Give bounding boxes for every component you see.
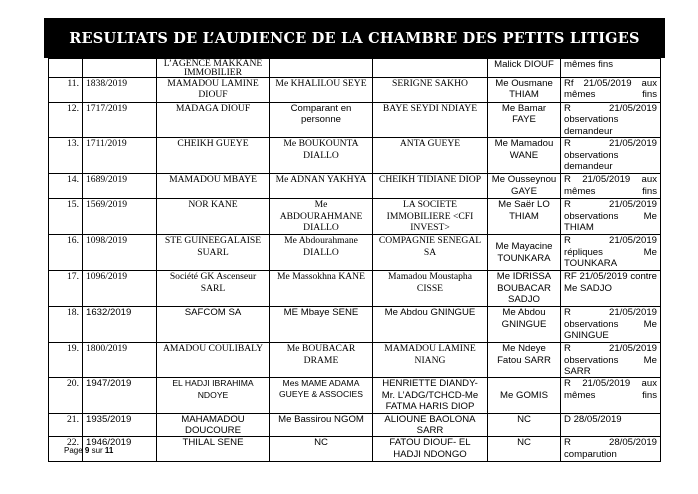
observations: RF 21/05/2019 contre Me SADJO [561,271,661,307]
avocat-defendeur: NC [488,437,561,462]
demandeur: STE GUINEEGALAISE SUARL [157,235,270,271]
dossier-number: 1632/2019 [83,307,157,343]
demandeur: SAFCOM SA [157,307,270,343]
dossier-number: 1947/2019 [83,378,157,413]
table-row [49,307,661,343]
avocat-defendeur: Me Mayacine TOUNKARA [488,235,561,271]
dossier-number: 1689/2019 [83,174,157,199]
row-number: 21. [49,413,83,437]
dossier-number: 1717/2019 [83,103,157,138]
dossier-number: 1838/2019 [83,78,157,103]
defendeur: CHEIKH TIDIANE DIOP [373,174,488,199]
results-table [48,58,661,462]
defendeur: FATOU DIOUF- EL HADJI NDONGO [373,437,488,462]
table-row [49,78,661,103]
avocat-demandeur: Me Abdourahmane DIALLO [270,235,373,271]
avocat-defendeur: Me Mamadou WANE [488,138,561,174]
page-title: RESULTATS DE L’AUDIENCE DE LA CHAMBRE DES PETITS LITIGES [69,29,640,47]
observations: R 21/05/2019 observations Me GNINGUE [561,307,661,343]
table-row [49,235,661,271]
row-number: 14. [49,174,83,199]
header-banner [44,18,665,58]
avocat-defendeur: Me GOMIS [488,378,561,413]
avocat-demandeur: ME Mbaye SENE [270,307,373,343]
table-row [49,103,661,138]
avocat-defendeur: Me Abdou GNINGUE [488,307,561,343]
defendeur: Me Abdou GNINGUE [373,307,488,343]
defendeur: ALIOUNE BAOLONA SARR [373,413,488,437]
demandeur: NOR KANE [157,199,270,235]
observations: Rf 21/05/2019 aux mêmes fins [561,78,661,103]
dossier-number [83,59,157,78]
observations: R 21/05/2019 aux mêmes fins [561,378,661,413]
table-row [49,413,661,437]
observations: R 21/05/2019 observations Me SARR [561,343,661,378]
footer-prefix: Page [64,446,85,455]
dossier-number: 1800/2019 [83,343,157,378]
demandeur: MAMADOU MBAYE [157,174,270,199]
avocat-demandeur: Me Bassirou NGOM [270,413,373,437]
row-number: 18. [49,307,83,343]
avocat-defendeur: Me Ousseynou GAYE [488,174,561,199]
avocat-demandeur: Me ABDOURAHMANE DIALLO [270,199,373,235]
row-number [49,59,83,78]
row-number: 13. [49,138,83,174]
demandeur: MAHAMADOU DOUCOURE [157,413,270,437]
avocat-demandeur: Me BOUBACAR DRAME [270,343,373,378]
avocat-defendeur: Me Ousmane THIAM [488,78,561,103]
dossier-number: 1935/2019 [83,413,157,437]
demandeur: AMADOU COULIBALY [157,343,270,378]
avocat-demandeur: Mes MAME ADAMA GUEYE & ASSOCIES [270,378,373,413]
demandeur: THILAL SENE [157,437,270,462]
row-number: 20. [49,378,83,413]
dossier-number: 1096/2019 [83,271,157,307]
defendeur: Mamadou Moustapha CISSE [373,271,488,307]
defendeur: BAYE SEYDI NDIAYE [373,103,488,138]
avocat-demandeur: NC [270,437,373,462]
table-row [49,271,661,307]
table-row [49,437,661,462]
dossier-number: 1098/2019 [83,235,157,271]
observations: R 28/05/2019 comparution [561,437,661,462]
observations: R 21/05/2019 observations Me THIAM [561,199,661,235]
footer-middle: sur [89,446,105,455]
avocat-demandeur: Me BOUKOUNTA DIALLO [270,138,373,174]
row-number: 12. [49,103,83,138]
dossier-number: 1946/2019 [83,437,157,462]
avocat-defendeur: Me Bamar FAYE [488,103,561,138]
demandeur: EL HADJI IBRAHIMA NDOYE [157,378,270,413]
row-number: 19. [49,343,83,378]
avocat-demandeur: Me KHALILOU SEYE [270,78,373,103]
table-row [49,199,661,235]
table-row [49,138,661,174]
observations: mêmes fins [561,59,661,78]
avocat-demandeur: Me Massokhna KANE [270,271,373,307]
observations: D 28/05/2019 [561,413,661,437]
defendeur: MAMADOU LAMINE NIANG [373,343,488,378]
defendeur: SERIGNE SAKHO [373,78,488,103]
observations: R 21/05/2019 aux mêmes fins [561,174,661,199]
table-row [49,343,661,378]
row-number: 17. [49,271,83,307]
demandeur: CHEIKH GUEYE [157,138,270,174]
demandeur: L’AGENCE MAKKANE IMMOBILIER [157,59,270,78]
row-number: 22. [49,437,83,462]
avocat-defendeur: NC [488,413,561,437]
row-number: 16. [49,235,83,271]
avocat-defendeur: Me Saër LO THIAM [488,199,561,235]
avocat-defendeur: Me Ndeye Fatou SARR [488,343,561,378]
dossier-number: 1711/2019 [83,138,157,174]
row-number: 11. [49,78,83,103]
table-row [49,378,661,413]
avocat-demandeur: Comparant en personne [270,103,373,138]
defendeur: LA SOCIETE IMMOBILIERE <CFI INVEST> [373,199,488,235]
avocat-defendeur: Me IDRISSA BOUBACAR SADJO [488,271,561,307]
dossier-number: 1569/2019 [83,199,157,235]
page-footer [64,446,113,455]
row-number: 15. [49,199,83,235]
defendeur: HENRIETTE DIANDY-Mr. L’ADG/TCHCD-Me FATMA HARIS DIOP [373,378,488,413]
table-row [49,174,661,199]
table-row [49,59,661,78]
avocat-defendeur: Malick DIOUF [488,59,561,78]
demandeur: Société GK Ascenseur SARL [157,271,270,307]
defendeur: COMPAGNIE SENEGAL SA [373,235,488,271]
demandeur: MADAGA DIOUF [157,103,270,138]
page-total: 11 [104,446,114,455]
observations: R 21/05/2019 répliques Me TOUNKARA [561,235,661,271]
page-number: 9 [84,446,90,455]
observations: R 21/05/2019 observations demandeur [561,138,661,174]
avocat-demandeur [270,59,373,78]
defendeur [373,59,488,78]
avocat-demandeur: Me ADNAN YAKHYA [270,174,373,199]
demandeur: MAMADOU LAMINE DIOUF [157,78,270,103]
defendeur: ANTA GUEYE [373,138,488,174]
observations: R 21/05/2019 observations demandeur [561,103,661,138]
